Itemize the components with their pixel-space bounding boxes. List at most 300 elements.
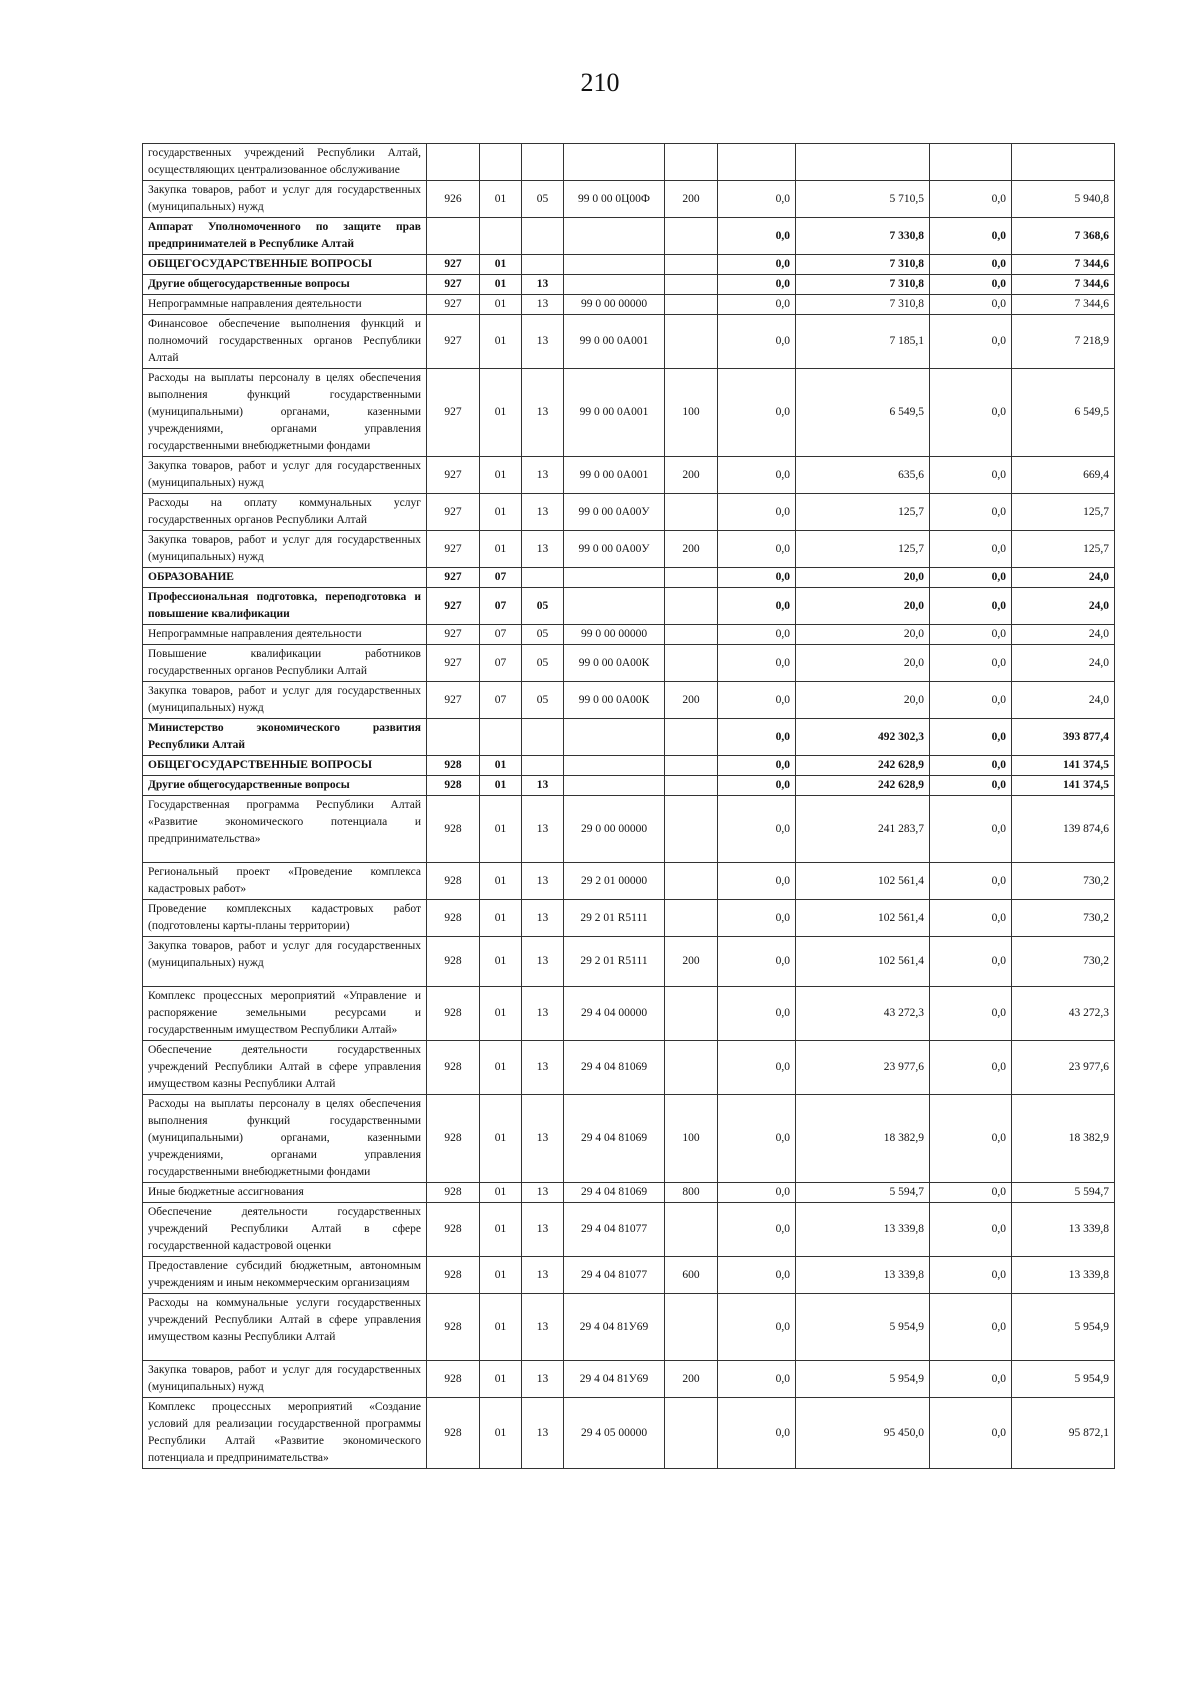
table-row: [143, 1257, 1115, 1294]
cell-admin-code: [427, 719, 480, 756]
table-row: [143, 756, 1115, 776]
cell-value-4: 5 594,7: [1012, 1183, 1115, 1203]
cell-value-3: 0,0: [930, 315, 1012, 369]
cell-subsection: 13: [522, 796, 564, 863]
cell-subsection: 13: [522, 1183, 564, 1203]
cell-value-2: 125,7: [796, 494, 930, 531]
cell-subsection: [522, 255, 564, 275]
cell-section: [480, 719, 522, 756]
cell-name: Закупка товаров, работ и услуг для государственных (муниципальных) нужд: [143, 457, 427, 494]
cell-expense-type: 200: [665, 682, 718, 719]
cell-subsection: [522, 568, 564, 588]
cell-target-article: 99 0 00 0А00К: [564, 645, 665, 682]
cell-target-article: 99 0 00 0А00К: [564, 682, 665, 719]
cell-value-1: 0,0: [718, 1203, 796, 1257]
cell-value-4: 730,2: [1012, 937, 1115, 987]
cell-admin-code: 927: [427, 645, 480, 682]
cell-value-3: 0,0: [930, 645, 1012, 682]
cell-admin-code: 927: [427, 625, 480, 645]
cell-value-3: 0,0: [930, 1361, 1012, 1398]
cell-section: 01: [480, 1095, 522, 1183]
cell-name: Профессиональная подготовка, переподготовка и повышение квалификации: [143, 588, 427, 625]
cell-value-3: 0,0: [930, 937, 1012, 987]
table-row: [143, 719, 1115, 756]
cell-admin-code: 928: [427, 1203, 480, 1257]
cell-target-article: 99 0 00 0Ц00Ф: [564, 181, 665, 218]
cell-value-1: 0,0: [718, 181, 796, 218]
cell-name: Расходы на выплаты персоналу в целях обеспечения выполнения функций государственными (муниципальными) органами, казенными учреждениями, органами управления государственными внебюджетными фондами: [143, 369, 427, 457]
cell-value-4: 24,0: [1012, 682, 1115, 719]
cell-section: 01: [480, 494, 522, 531]
cell-target-article: 99 0 00 0А001: [564, 315, 665, 369]
cell-value-3: 0,0: [930, 1294, 1012, 1361]
cell-subsection: 13: [522, 531, 564, 568]
cell-value-3: 0,0: [930, 255, 1012, 275]
cell-value-2: 635,6: [796, 457, 930, 494]
cell-value-2: 20,0: [796, 625, 930, 645]
cell-value-2: 5 954,9: [796, 1361, 930, 1398]
table-row: [143, 1183, 1115, 1203]
cell-subsection: 13: [522, 369, 564, 457]
table-row: [143, 568, 1115, 588]
cell-name: Комплекс процессных мероприятий «Управление и распоряжение земельными ресурсами и государственным имуществом Республики Алтай»: [143, 987, 427, 1041]
cell-section: 01: [480, 295, 522, 315]
table-row: [143, 588, 1115, 625]
cell-name: Расходы на коммунальные услуги государственных учреждений Республики Алтай в сфере управления имуществом казны Республики Алтай: [143, 1294, 427, 1361]
table-row: [143, 457, 1115, 494]
cell-value-3: 0,0: [930, 625, 1012, 645]
cell-value-1: 0,0: [718, 645, 796, 682]
cell-section: 01: [480, 796, 522, 863]
cell-value-2: 7 310,8: [796, 295, 930, 315]
cell-value-4: 730,2: [1012, 900, 1115, 937]
cell-name: Обеспечение деятельности государственных учреждений Республики Алтай в сфере государственной кадастровой оценки: [143, 1203, 427, 1257]
cell-admin-code: 927: [427, 457, 480, 494]
cell-value-2: 102 561,4: [796, 900, 930, 937]
table-row: [143, 1203, 1115, 1257]
cell-value-1: 0,0: [718, 568, 796, 588]
cell-name: Закупка товаров, работ и услуг для государственных (муниципальных) нужд: [143, 937, 427, 987]
cell-value-3: 0,0: [930, 756, 1012, 776]
cell-target-article: 29 4 05 00000: [564, 1398, 665, 1469]
table-row: [143, 295, 1115, 315]
cell-section: 07: [480, 625, 522, 645]
table-row: [143, 1095, 1115, 1183]
cell-target-article: [564, 275, 665, 295]
table-row: [143, 144, 1115, 181]
cell-section: 07: [480, 568, 522, 588]
cell-value-1: 0,0: [718, 218, 796, 255]
cell-value-1: 0,0: [718, 900, 796, 937]
cell-section: 01: [480, 1183, 522, 1203]
cell-value-3: 0,0: [930, 776, 1012, 796]
table-row: [143, 987, 1115, 1041]
cell-value-3: 0,0: [930, 568, 1012, 588]
cell-section: 01: [480, 1203, 522, 1257]
cell-value-4: 6 549,5: [1012, 369, 1115, 457]
cell-target-article: 29 4 04 81069: [564, 1041, 665, 1095]
table-row: [143, 776, 1115, 796]
cell-section: 07: [480, 682, 522, 719]
cell-expense-type: 600: [665, 1257, 718, 1294]
cell-target-article: 99 0 00 0А001: [564, 457, 665, 494]
cell-name: Закупка товаров, работ и услуг для государственных (муниципальных) нужд: [143, 682, 427, 719]
cell-value-4: 24,0: [1012, 625, 1115, 645]
cell-name: Другие общегосударственные вопросы: [143, 275, 427, 295]
cell-value-2: 7 310,8: [796, 275, 930, 295]
cell-value-2: 102 561,4: [796, 937, 930, 987]
cell-value-4: 7 218,9: [1012, 315, 1115, 369]
cell-admin-code: 928: [427, 987, 480, 1041]
cell-subsection: [522, 719, 564, 756]
cell-section: [480, 218, 522, 255]
cell-value-4: 24,0: [1012, 645, 1115, 682]
cell-target-article: 29 4 04 81У69: [564, 1361, 665, 1398]
cell-value-1: 0,0: [718, 457, 796, 494]
cell-name: Закупка товаров, работ и услуг для государственных (муниципальных) нужд: [143, 531, 427, 568]
cell-value-4: 393 877,4: [1012, 719, 1115, 756]
cell-subsection: 13: [522, 776, 564, 796]
cell-target-article: 29 4 04 81069: [564, 1183, 665, 1203]
cell-name: Предоставление субсидий бюджетным, автономным учреждениям и иным некоммерческим организациям: [143, 1257, 427, 1294]
table-row: [143, 275, 1115, 295]
cell-value-2: 7 330,8: [796, 218, 930, 255]
cell-subsection: 13: [522, 457, 564, 494]
cell-value-3: 0,0: [930, 1041, 1012, 1095]
cell-value-4: [1012, 144, 1115, 181]
cell-admin-code: 927: [427, 275, 480, 295]
cell-value-3: 0,0: [930, 369, 1012, 457]
cell-value-2: 5 710,5: [796, 181, 930, 218]
cell-admin-code: [427, 218, 480, 255]
cell-value-2: 20,0: [796, 568, 930, 588]
cell-value-1: 0,0: [718, 494, 796, 531]
cell-value-4: 95 872,1: [1012, 1398, 1115, 1469]
page-number: 210: [580, 68, 620, 97]
cell-value-4: 730,2: [1012, 863, 1115, 900]
cell-target-article: [564, 756, 665, 776]
cell-expense-type: [665, 1203, 718, 1257]
cell-admin-code: 928: [427, 863, 480, 900]
cell-value-3: 0,0: [930, 218, 1012, 255]
cell-target-article: [564, 568, 665, 588]
cell-value-3: 0,0: [930, 863, 1012, 900]
table-row: [143, 1041, 1115, 1095]
cell-value-4: 669,4: [1012, 457, 1115, 494]
cell-section: 01: [480, 937, 522, 987]
cell-expense-type: [665, 645, 718, 682]
cell-name: ОБРАЗОВАНИЕ: [143, 568, 427, 588]
cell-target-article: [564, 776, 665, 796]
cell-subsection: 13: [522, 494, 564, 531]
cell-expense-type: 200: [665, 937, 718, 987]
cell-subsection: 05: [522, 588, 564, 625]
cell-expense-type: [665, 568, 718, 588]
cell-value-1: 0,0: [718, 295, 796, 315]
cell-value-2: 6 549,5: [796, 369, 930, 457]
cell-section: 01: [480, 1361, 522, 1398]
cell-target-article: [564, 588, 665, 625]
cell-value-3: 0,0: [930, 295, 1012, 315]
cell-section: 01: [480, 1257, 522, 1294]
cell-subsection: 13: [522, 937, 564, 987]
cell-value-4: 24,0: [1012, 568, 1115, 588]
cell-value-3: 0,0: [930, 900, 1012, 937]
cell-value-1: 0,0: [718, 275, 796, 295]
cell-name: Расходы на оплату коммунальных услуг государственных органов Республики Алтай: [143, 494, 427, 531]
cell-name: ОБЩЕГОСУДАРСТВЕННЫЕ ВОПРОСЫ: [143, 255, 427, 275]
cell-value-3: 0,0: [930, 588, 1012, 625]
cell-section: [480, 144, 522, 181]
cell-expense-type: [665, 756, 718, 776]
table-row: [143, 531, 1115, 568]
cell-section: 01: [480, 181, 522, 218]
cell-value-4: 5 954,9: [1012, 1294, 1115, 1361]
cell-section: 01: [480, 531, 522, 568]
cell-subsection: [522, 756, 564, 776]
cell-value-1: 0,0: [718, 776, 796, 796]
cell-subsection: 05: [522, 682, 564, 719]
cell-value-4: 5 954,9: [1012, 1361, 1115, 1398]
cell-value-1: 0,0: [718, 625, 796, 645]
cell-target-article: [564, 144, 665, 181]
cell-subsection: 13: [522, 1041, 564, 1095]
cell-value-1: 0,0: [718, 987, 796, 1041]
cell-expense-type: [665, 987, 718, 1041]
cell-expense-type: [665, 1294, 718, 1361]
cell-subsection: 13: [522, 1361, 564, 1398]
cell-target-article: 29 2 01 00000: [564, 863, 665, 900]
cell-value-2: 18 382,9: [796, 1095, 930, 1183]
cell-subsection: [522, 218, 564, 255]
cell-section: 01: [480, 275, 522, 295]
cell-name: Другие общегосударственные вопросы: [143, 776, 427, 796]
cell-value-2: 20,0: [796, 588, 930, 625]
cell-section: 01: [480, 1398, 522, 1469]
cell-expense-type: [665, 218, 718, 255]
cell-target-article: 29 0 00 00000: [564, 796, 665, 863]
cell-subsection: 13: [522, 900, 564, 937]
table-row: [143, 682, 1115, 719]
cell-name: Проведение комплексных кадастровых работ (подготовлены карты-планы территории): [143, 900, 427, 937]
cell-expense-type: [665, 295, 718, 315]
cell-admin-code: 927: [427, 531, 480, 568]
cell-subsection: 13: [522, 1203, 564, 1257]
cell-value-1: 0,0: [718, 1095, 796, 1183]
cell-name: Закупка товаров, работ и услуг для государственных (муниципальных) нужд: [143, 181, 427, 218]
cell-value-1: 0,0: [718, 369, 796, 457]
cell-admin-code: 928: [427, 1361, 480, 1398]
cell-subsection: 05: [522, 181, 564, 218]
cell-value-1: 0,0: [718, 719, 796, 756]
table-row: [143, 796, 1115, 863]
cell-value-2: 23 977,6: [796, 1041, 930, 1095]
cell-subsection: [522, 144, 564, 181]
cell-target-article: [564, 255, 665, 275]
cell-value-3: 0,0: [930, 181, 1012, 218]
cell-admin-code: 928: [427, 776, 480, 796]
cell-value-3: 0,0: [930, 531, 1012, 568]
cell-value-2: 13 339,8: [796, 1203, 930, 1257]
cell-subsection: 13: [522, 987, 564, 1041]
cell-admin-code: 928: [427, 1041, 480, 1095]
cell-target-article: 29 4 04 81077: [564, 1257, 665, 1294]
cell-section: 01: [480, 987, 522, 1041]
cell-subsection: 13: [522, 1294, 564, 1361]
cell-value-2: 242 628,9: [796, 776, 930, 796]
cell-admin-code: 928: [427, 756, 480, 776]
cell-target-article: 29 4 04 81069: [564, 1095, 665, 1183]
cell-value-3: 0,0: [930, 457, 1012, 494]
cell-value-4: 139 874,6: [1012, 796, 1115, 863]
cell-admin-code: 927: [427, 295, 480, 315]
cell-value-3: 0,0: [930, 494, 1012, 531]
cell-expense-type: [665, 776, 718, 796]
cell-value-4: 18 382,9: [1012, 1095, 1115, 1183]
table-row: [143, 218, 1115, 255]
cell-value-4: 13 339,8: [1012, 1257, 1115, 1294]
cell-value-3: 0,0: [930, 987, 1012, 1041]
cell-target-article: 29 4 04 81У69: [564, 1294, 665, 1361]
cell-name: Государственная программа Республики Алтай «Развитие экономического потенциала и предпринимательства»: [143, 796, 427, 863]
cell-expense-type: 200: [665, 531, 718, 568]
cell-section: 01: [480, 369, 522, 457]
cell-value-3: 0,0: [930, 719, 1012, 756]
cell-target-article: 29 2 01 R5111: [564, 900, 665, 937]
cell-name: Комплекс процессных мероприятий «Создание условий для реализации государственной программы Республики Алтай «Развитие экономического потенциала и предпринимательства»: [143, 1398, 427, 1469]
cell-value-1: [718, 144, 796, 181]
cell-value-4: 7 344,6: [1012, 275, 1115, 295]
cell-value-2: 43 272,3: [796, 987, 930, 1041]
cell-admin-code: 928: [427, 1257, 480, 1294]
cell-expense-type: [665, 796, 718, 863]
table-body: [143, 144, 1115, 1469]
cell-admin-code: 928: [427, 796, 480, 863]
cell-subsection: 05: [522, 625, 564, 645]
cell-expense-type: 100: [665, 1095, 718, 1183]
cell-value-1: 0,0: [718, 255, 796, 275]
cell-value-2: 102 561,4: [796, 863, 930, 900]
table-row: [143, 181, 1115, 218]
cell-value-4: 24,0: [1012, 588, 1115, 625]
cell-expense-type: [665, 625, 718, 645]
table-row: [143, 1294, 1115, 1361]
cell-value-2: 13 339,8: [796, 1257, 930, 1294]
cell-section: 01: [480, 863, 522, 900]
cell-value-1: 0,0: [718, 1294, 796, 1361]
cell-expense-type: [665, 588, 718, 625]
table-row: [143, 863, 1115, 900]
cell-value-1: 0,0: [718, 1183, 796, 1203]
cell-section: 07: [480, 645, 522, 682]
cell-value-1: 0,0: [718, 531, 796, 568]
cell-target-article: 29 2 01 R5111: [564, 937, 665, 987]
cell-value-3: 0,0: [930, 1095, 1012, 1183]
cell-subsection: 13: [522, 295, 564, 315]
cell-name: ОБЩЕГОСУДАРСТВЕННЫЕ ВОПРОСЫ: [143, 756, 427, 776]
cell-expense-type: 100: [665, 369, 718, 457]
cell-target-article: [564, 719, 665, 756]
cell-name: Расходы на выплаты персоналу в целях обеспечения выполнения функций государственными (муниципальными) органами, казенными учреждениями, органами управления государственными внебюджетными фондами: [143, 1095, 427, 1183]
cell-value-1: 0,0: [718, 588, 796, 625]
cell-name: Иные бюджетные ассигнования: [143, 1183, 427, 1203]
cell-value-2: 95 450,0: [796, 1398, 930, 1469]
cell-expense-type: 800: [665, 1183, 718, 1203]
cell-target-article: 99 0 00 0А00У: [564, 494, 665, 531]
cell-value-4: 13 339,8: [1012, 1203, 1115, 1257]
cell-admin-code: 926: [427, 181, 480, 218]
cell-target-article: 99 0 00 0А00У: [564, 531, 665, 568]
cell-value-3: 0,0: [930, 1183, 1012, 1203]
cell-target-article: 29 4 04 81077: [564, 1203, 665, 1257]
cell-subsection: 05: [522, 645, 564, 682]
cell-expense-type: [665, 255, 718, 275]
cell-name: Непрограммные направления деятельности: [143, 295, 427, 315]
cell-admin-code: 928: [427, 1095, 480, 1183]
cell-value-4: 5 940,8: [1012, 181, 1115, 218]
cell-value-3: 0,0: [930, 275, 1012, 295]
cell-section: 01: [480, 255, 522, 275]
table-row: [143, 625, 1115, 645]
cell-subsection: 13: [522, 315, 564, 369]
cell-section: 01: [480, 756, 522, 776]
cell-value-1: 0,0: [718, 1041, 796, 1095]
cell-expense-type: [665, 1041, 718, 1095]
cell-expense-type: 200: [665, 1361, 718, 1398]
cell-subsection: 13: [522, 1257, 564, 1294]
cell-value-2: 7 185,1: [796, 315, 930, 369]
cell-target-article: 29 4 04 00000: [564, 987, 665, 1041]
cell-section: 01: [480, 900, 522, 937]
cell-value-1: 0,0: [718, 315, 796, 369]
cell-value-1: 0,0: [718, 1398, 796, 1469]
cell-value-1: 0,0: [718, 682, 796, 719]
cell-value-3: 0,0: [930, 682, 1012, 719]
cell-admin-code: 927: [427, 315, 480, 369]
cell-expense-type: 200: [665, 181, 718, 218]
cell-value-2: 7 310,8: [796, 255, 930, 275]
cell-value-1: 0,0: [718, 796, 796, 863]
cell-value-2: 242 628,9: [796, 756, 930, 776]
cell-value-4: 23 977,6: [1012, 1041, 1115, 1095]
cell-value-4: 7 344,6: [1012, 295, 1115, 315]
cell-expense-type: [665, 863, 718, 900]
cell-value-2: 5 954,9: [796, 1294, 930, 1361]
cell-value-3: 0,0: [930, 1257, 1012, 1294]
cell-value-1: 0,0: [718, 1257, 796, 1294]
cell-subsection: 13: [522, 1398, 564, 1469]
cell-value-2: 125,7: [796, 531, 930, 568]
cell-name: Повышение квалификации работников государственных органов Республики Алтай: [143, 645, 427, 682]
cell-value-3: [930, 144, 1012, 181]
cell-name: Закупка товаров, работ и услуг для государственных (муниципальных) нужд: [143, 1361, 427, 1398]
cell-subsection: 13: [522, 1095, 564, 1183]
cell-admin-code: 928: [427, 1398, 480, 1469]
cell-expense-type: 200: [665, 457, 718, 494]
cell-value-2: 20,0: [796, 645, 930, 682]
table-row: [143, 900, 1115, 937]
cell-name: Непрограммные направления деятельности: [143, 625, 427, 645]
cell-expense-type: [665, 315, 718, 369]
table-row: [143, 315, 1115, 369]
cell-value-4: 141 374,5: [1012, 776, 1115, 796]
cell-expense-type: [665, 494, 718, 531]
cell-value-4: 125,7: [1012, 531, 1115, 568]
cell-target-article: 99 0 00 00000: [564, 625, 665, 645]
cell-admin-code: 928: [427, 937, 480, 987]
cell-value-1: 0,0: [718, 937, 796, 987]
cell-subsection: 13: [522, 275, 564, 295]
